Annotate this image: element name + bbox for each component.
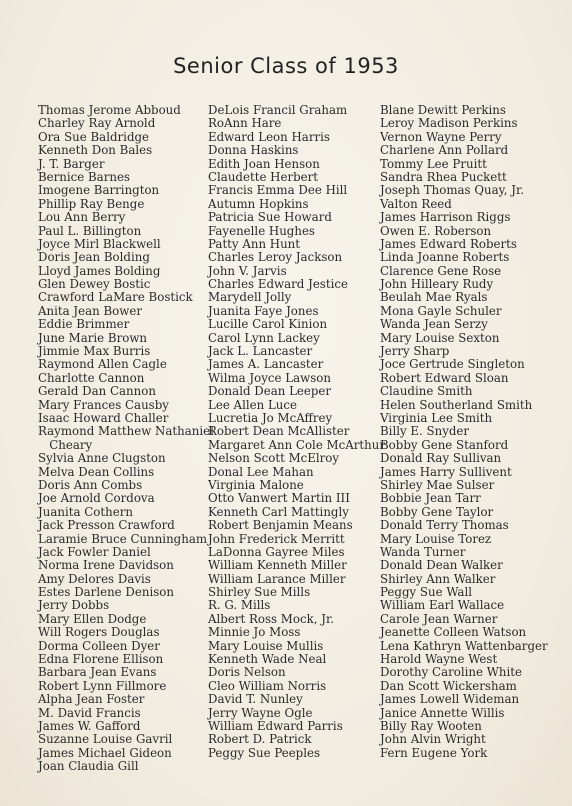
- student-name: Patty Ann Hunt: [208, 236, 301, 251]
- names-column-2: [208, 104, 385, 760]
- student-name: Donald Dean Walker: [380, 558, 503, 573]
- student-name: James Edward Roberts: [380, 236, 517, 251]
- student-name: Barbara Jean Evans: [38, 665, 157, 680]
- student-name: Sylvia Anne Clugston: [38, 451, 166, 466]
- page-title: Senior Class of 1953: [173, 54, 399, 78]
- student-name: Lena Kathryn Wattenbarger: [380, 638, 548, 653]
- student-name: Suzanne Louise Gavril: [38, 732, 173, 747]
- student-name: John Alvin Wright: [380, 732, 486, 747]
- student-name: Peggy Sue Peeples: [208, 745, 321, 760]
- student-name: Jack L. Lancaster: [208, 344, 313, 359]
- student-name: Carol Lynn Lackey: [208, 330, 320, 345]
- student-name: Lucille Carol Kinion: [208, 317, 328, 332]
- student-name: Billy Ray Wooten: [380, 718, 482, 733]
- student-name: John Hilleary Rudy: [380, 277, 494, 292]
- student-name: Dan Scott Wickersham: [380, 678, 517, 693]
- student-name: William Edward Parris: [208, 718, 343, 733]
- student-name: Jeanette Colleen Watson: [380, 625, 527, 640]
- student-name: LaDonna Gayree Miles: [208, 544, 345, 559]
- student-name: Joseph Thomas Quay, Jr.: [380, 183, 525, 198]
- student-name: Wilma Joyce Lawson: [208, 370, 331, 385]
- student-name: James Harrison Riggs: [380, 210, 511, 225]
- student-name: Claudette Herbert: [208, 169, 318, 184]
- student-name: Carole Jean Warner: [380, 611, 498, 626]
- student-name: Jack Fowler Daniel: [38, 544, 151, 559]
- student-name: Harold Wayne West: [380, 652, 498, 667]
- student-name: James Michael Gideon: [38, 745, 172, 760]
- student-name: Robert Lynn Fillmore: [38, 678, 167, 693]
- student-name: Charley Ray Arnold: [38, 116, 156, 131]
- student-name: Joe Arnold Cordova: [38, 491, 155, 506]
- student-name: Linda Joanne Roberts: [380, 250, 510, 265]
- student-name: William Earl Wallace: [380, 598, 505, 613]
- student-name: Dorothy Caroline White: [380, 665, 522, 680]
- student-name: Crawford LaMare Bostick: [38, 290, 193, 305]
- student-name: Autumn Hopkins: [208, 196, 309, 211]
- student-name: Kenneth Carl Mattingly: [208, 504, 349, 519]
- student-name: Shirley Mae Sulser: [380, 477, 495, 492]
- student-name: Shirley Sue Mills: [208, 585, 311, 600]
- student-name: J. T. Barger: [38, 156, 105, 171]
- student-name: Jack Presson Crawford: [38, 518, 175, 533]
- student-name: Virginia Lee Smith: [380, 410, 493, 425]
- student-name: Helen Southerland Smith: [380, 397, 533, 412]
- student-name: Bobbie Jean Tarr: [380, 491, 481, 506]
- student-name: Estes Darlene Denison: [38, 585, 174, 600]
- student-name: James A. Lancaster: [208, 357, 324, 372]
- student-name: John V. Jarvis: [208, 263, 287, 278]
- student-name: Shirley Ann Walker: [380, 571, 496, 586]
- student-name: Wanda Jean Serzy: [380, 317, 488, 332]
- student-name: Mary Louise Mullis: [208, 638, 324, 653]
- student-name: Lou Ann Berry: [38, 210, 126, 225]
- student-name: Melva Dean Collins: [38, 464, 155, 479]
- student-name: June Marie Brown: [38, 330, 148, 345]
- student-name: Janice Annette Willis: [380, 705, 505, 720]
- student-name: Valton Reed: [380, 196, 452, 211]
- student-name: Joyce Mirl Blackwell: [38, 236, 161, 251]
- student-name: Fayenelle Hughes: [208, 223, 315, 238]
- student-name: Mary Louise Sexton: [380, 330, 500, 345]
- student-name: Bobby Gene Taylor: [380, 504, 494, 519]
- student-name: Beulah Mae Ryals: [380, 290, 488, 305]
- student-name: James W. Gafford: [38, 718, 141, 733]
- names-column-1: [38, 104, 214, 774]
- student-name: Jerry Sharp: [380, 344, 450, 359]
- student-name: William Larance Miller: [208, 571, 346, 586]
- student-name: M. David Francis: [38, 705, 141, 720]
- student-name: Blane Dewitt Perkins: [380, 103, 506, 117]
- student-name: James Lowell Wideman: [380, 692, 520, 707]
- student-name: Cheary: [38, 437, 93, 452]
- student-name: Juanita Cothern: [38, 504, 133, 519]
- student-name: Eddie Brimmer: [38, 317, 130, 332]
- student-name: Albert Ross Mock, Jr.: [208, 611, 335, 626]
- student-name: Alpha Jean Foster: [38, 692, 145, 707]
- student-name: Phillip Ray Benge: [38, 196, 145, 211]
- student-name: Charles Edward Jestice: [208, 277, 348, 292]
- student-name: Peggy Sue Wall: [380, 585, 472, 600]
- student-name: Tommy Lee Pruitt: [380, 156, 487, 171]
- student-name: Gerald Dan Cannon: [38, 384, 156, 399]
- student-name: Kenneth Don Bales: [38, 143, 153, 158]
- student-name: Patricia Sue Howard: [208, 210, 332, 225]
- student-name: Claudine Smith: [380, 384, 473, 399]
- student-name: David T. Nunley: [208, 692, 303, 707]
- student-name: Fern Eugene York: [380, 745, 488, 760]
- student-name: Lee Allen Luce: [208, 397, 297, 412]
- student-name: Sandra Rhea Puckett: [380, 169, 507, 184]
- student-name: Francis Emma Dee Hill: [208, 183, 348, 198]
- student-name: Donald Terry Thomas: [380, 518, 509, 533]
- student-name: Otto Vanwert Martin III: [208, 491, 350, 506]
- student-name: Robert Dean McAllister: [208, 424, 350, 439]
- student-name: Isaac Howard Challer: [38, 410, 169, 425]
- student-name: Glen Dewey Bostic: [38, 277, 151, 292]
- student-name: Leroy Madison Perkins: [380, 116, 518, 131]
- student-name: Cleo William Norris: [208, 678, 327, 693]
- names-column-3: [380, 104, 548, 760]
- student-name: Bobby Gene Stanford: [380, 437, 509, 452]
- student-name: Norma Irene Davidson: [38, 558, 174, 573]
- student-name: Joan Claudia Gill: [38, 759, 139, 774]
- student-name: Edna Florene Ellison: [38, 652, 164, 667]
- student-name: Amy Delores Davis: [38, 571, 151, 586]
- student-name: Juanita Faye Jones: [208, 303, 319, 318]
- student-name: Robert Edward Sloan: [380, 370, 509, 385]
- student-name: Charles Leroy Jackson: [208, 250, 343, 265]
- student-name: Kenneth Wade Neal: [208, 652, 327, 667]
- student-name: R. G. Mills: [208, 598, 271, 613]
- student-name: Billy E. Snyder: [380, 424, 470, 439]
- student-name: Doris Ann Combs: [38, 477, 143, 492]
- student-name: Lucretia Jo McAffrey: [208, 410, 333, 425]
- student-name: Will Rogers Douglas: [38, 625, 160, 640]
- student-name: Laramie Bruce Cunningham: [38, 531, 208, 546]
- student-name: Doris Jean Bolding: [38, 250, 150, 265]
- student-name: Paul L. Billington: [38, 223, 142, 238]
- student-name: Jimmie Max Burris: [38, 344, 151, 359]
- student-name: Bernice Barnes: [38, 169, 130, 184]
- student-name: Vernon Wayne Perry: [380, 129, 502, 144]
- student-name: Donald Ray Sullivan: [380, 451, 502, 466]
- student-name: Donal Lee Mahan: [208, 464, 314, 479]
- student-name: Lloyd James Bolding: [38, 263, 161, 278]
- student-name: Edward Leon Harris: [208, 129, 330, 144]
- student-name: James Harry Sullivent: [380, 464, 512, 479]
- student-name: Thomas Jerome Abboud: [38, 103, 181, 117]
- student-name: William Kenneth Miller: [208, 558, 347, 573]
- student-name: Mona Gayle Schuler: [380, 303, 502, 318]
- student-name: Doris Nelson: [208, 665, 286, 680]
- student-name: Robert D. Patrick: [208, 732, 312, 747]
- student-name: Jerry Wayne Ogle: [208, 705, 313, 720]
- student-name: Marydell Jolly: [208, 290, 292, 305]
- student-name: Ora Sue Baldridge: [38, 129, 150, 144]
- student-name: Anita Jean Bower: [38, 303, 142, 318]
- student-name: Jerry Dobbs: [38, 598, 110, 613]
- student-name: Owen E. Roberson: [380, 223, 492, 238]
- student-name: Dorma Colleen Dyer: [38, 638, 160, 653]
- student-name: Charlotte Cannon: [38, 370, 145, 385]
- student-name: DeLois Francil Graham: [208, 103, 348, 117]
- student-name: Robert Benjamin Means: [208, 518, 353, 533]
- student-name: Mary Louise Torez: [380, 531, 492, 546]
- student-name: Raymond Allen Cagle: [38, 357, 167, 372]
- student-name: Nelson Scott McElroy: [208, 451, 340, 466]
- student-name: Joce Gertrude Singleton: [380, 357, 525, 372]
- student-name: Raymond Matthew Nathaniel: [38, 424, 214, 439]
- student-name: Margaret Ann Cole McArthur: [208, 437, 385, 452]
- student-name: Imogene Barrington: [38, 183, 160, 198]
- student-name: Mary Ellen Dodge: [38, 611, 147, 626]
- student-name: Charlene Ann Pollard: [380, 143, 509, 158]
- student-name: Minnie Jo Moss: [208, 625, 301, 640]
- student-name: Virginia Malone: [208, 477, 304, 492]
- student-name: RoAnn Hare: [208, 116, 282, 131]
- student-name: Clarence Gene Rose: [380, 263, 502, 278]
- student-name: Donald Dean Leeper: [208, 384, 332, 399]
- student-name: Donna Haskins: [208, 143, 299, 158]
- student-name: Wanda Turner: [380, 544, 466, 559]
- student-name: John Frederick Merritt: [208, 531, 345, 546]
- student-name: Edith Joan Henson: [208, 156, 320, 171]
- student-name: Mary Frances Causby: [38, 397, 169, 412]
